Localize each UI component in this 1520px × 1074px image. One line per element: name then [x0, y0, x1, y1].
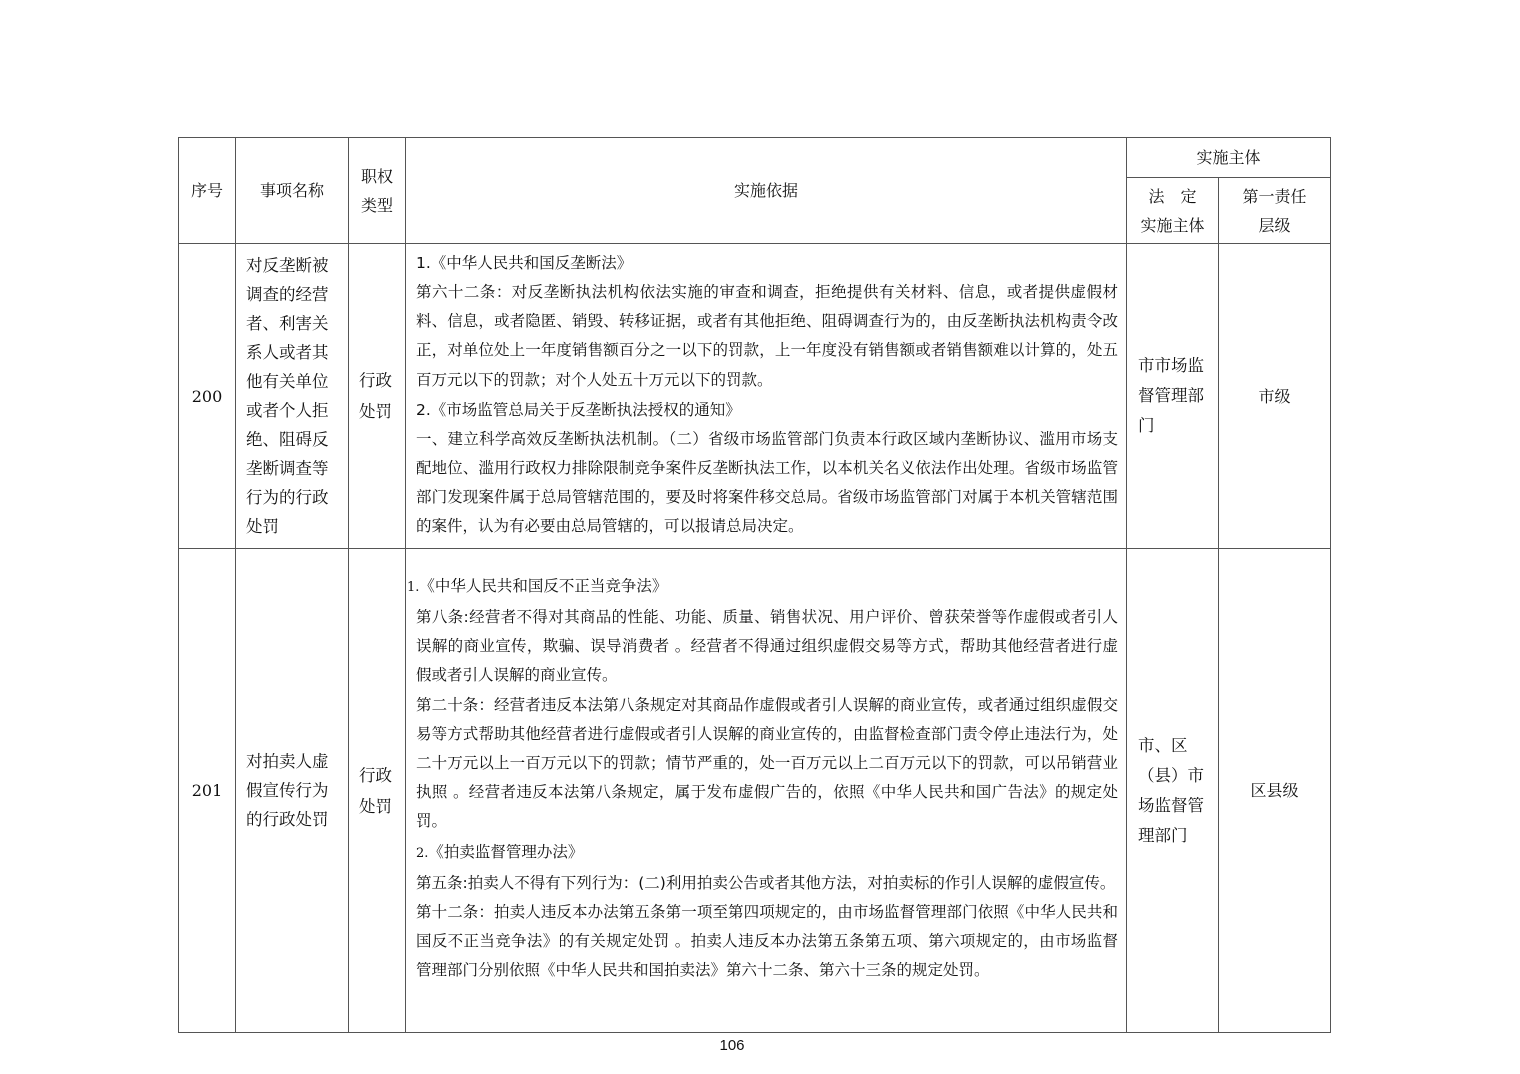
table-row: [179, 244, 1331, 549]
basis-article: 第八条:经营者不得对其商品的性能、功能、质量、销售状况、用户评价、曾获荣誉等作虚假或者引人误解的商业宣传，欺骗、误导消费者 。经营者不得通过组织虚假交易等方式，帮助其他经营者进行虚假或者引人误解的商业宣传。: [416, 608, 1118, 685]
row-seq: 201: [179, 549, 236, 1033]
row-legal-subject-text: 市市场监督管理部门: [1138, 356, 1204, 435]
basis-law-name: 《拍卖监督管理办法》: [428, 842, 584, 861]
basis-law-name: 《中华人民共和国反不正当竞争法》: [419, 577, 668, 595]
basis-law-title: [407, 571, 1118, 603]
basis-law-title: [416, 837, 1118, 869]
row-authority-type-text: 行政处罚: [359, 765, 392, 816]
header-seq: 序号: [179, 138, 236, 244]
basis-law-number: 1.: [407, 580, 420, 595]
row-item-name-text: 对反垄断被调查的经营者、利害关系人或者其他有关单位或者个人拒绝、阻碍反垄断调查等行为的行政处罚: [246, 256, 329, 536]
header-responsibility-level-line2: 层级: [1258, 215, 1291, 235]
basis-law-title: 2.《市场监管总局关于反垄断执法授权的通知》: [416, 400, 741, 419]
row-authority-type: [349, 244, 406, 549]
row-responsibility-level: 市级: [1219, 244, 1331, 549]
header-authority-type-line2: 类型: [360, 195, 393, 215]
enforcement-items-table: [178, 137, 1331, 1033]
table-row: [179, 549, 1331, 1033]
row-item-name: [236, 549, 349, 1033]
header-legal-subject-line1: 法 定: [1148, 186, 1197, 206]
header-basis: 实施依据: [406, 138, 1127, 244]
basis-article: 第五条:拍卖人不得有下列行为：(二)利用拍卖公告或者其他方法，对拍卖标的作引人误解的虚假宣传。: [416, 873, 1116, 892]
basis-article: 第二十条：经营者违反本法第八条规定对其商品作虚假或者引人误解的商业宣传，或者通过组织虚假交易等方式帮助其他经营者进行虚假或者引人误解的商业宣传的，由监督检查部门责令停止违法行为，处二十万元以上一百万元以下的罚款；情节严重的，处一百万元以上二百万元以下的罚款，可以吊销营业执照 。经营者违反本法第八条规定，属于发布虚假广告的，依照《中华人民共和国广告法》的规定处罚。: [416, 695, 1118, 831]
row-basis: [406, 549, 1127, 1033]
basis-law-number: 2.: [416, 845, 429, 861]
header-responsibility-level-line1: 第一责任: [1242, 186, 1307, 206]
row-legal-subject: [1127, 549, 1219, 1033]
row-seq: 200: [179, 244, 236, 549]
row-item-name-text: 对拍卖人虚假宣传行为的行政处罚: [246, 752, 329, 829]
header-subject-group: 实施主体: [1127, 138, 1331, 178]
header-item-name: 事项名称: [236, 138, 349, 244]
row-legal-subject: [1127, 244, 1219, 549]
header-authority-type: [349, 138, 406, 244]
basis-article: 一、建立科学高效反垄断执法机制。（二）省级市场监管部门负责本行政区域内垄断协议、滥用市场支配地位、滥用行政权力排除限制竞争案件反垄断执法工作，以本机关名义依法作出处理。省级市场监管部门发现案件属于总局管辖范围的，要及时将案件移交总局。省级市场监管部门对属于本机关管辖范围的案件，认为有必要由总局管辖的，可以报请总局决定。: [416, 429, 1118, 536]
row-responsibility-level: 区县级: [1219, 549, 1331, 1033]
row-authority-type-text: 行政处罚: [359, 371, 392, 421]
page-number: 106: [719, 1037, 745, 1054]
header-authority-type-line1: 职权: [360, 166, 393, 186]
basis-law-title: 1.《中华人民共和国反垄断法》: [416, 254, 633, 272]
basis-article: 第十二条：拍卖人违反本办法第五条第一项至第四项规定的，由市场监督管理部门依照《中华人民共和国反不正当竞争法》的有关规定处罚 。拍卖人违反本办法第五条第五项、第六项规定的，由市场监督管理部门分别依照《中华人民共和国拍卖法》第六十二条、第六十三条的规定处罚。: [416, 902, 1118, 980]
row-basis: [406, 244, 1127, 549]
row-item-name: [236, 244, 349, 549]
header-responsibility-level: [1219, 178, 1331, 244]
header-legal-subject: [1127, 178, 1219, 244]
row-legal-subject-text: 市、区（县）市场监督管理部门: [1138, 735, 1204, 845]
basis-article: 第六十二条：对反垄断执法机构依法实施的审查和调查，拒绝提供有关材料、信息，或者提供虚假材料、信息，或者隐匿、销毁、转移证据，或者有其他拒绝、阻碍调查行为的，由反垄断执法机构责令改正，对单位处上一年度销售额百分之一以下的罚款，上一年度没有销售额或者销售额难以计算的，处五百万元以下的罚款；对个人处五十万元以下的罚款。: [416, 283, 1118, 389]
header-legal-subject-line2: 实施主体: [1140, 215, 1205, 235]
row-authority-type: [349, 549, 406, 1033]
